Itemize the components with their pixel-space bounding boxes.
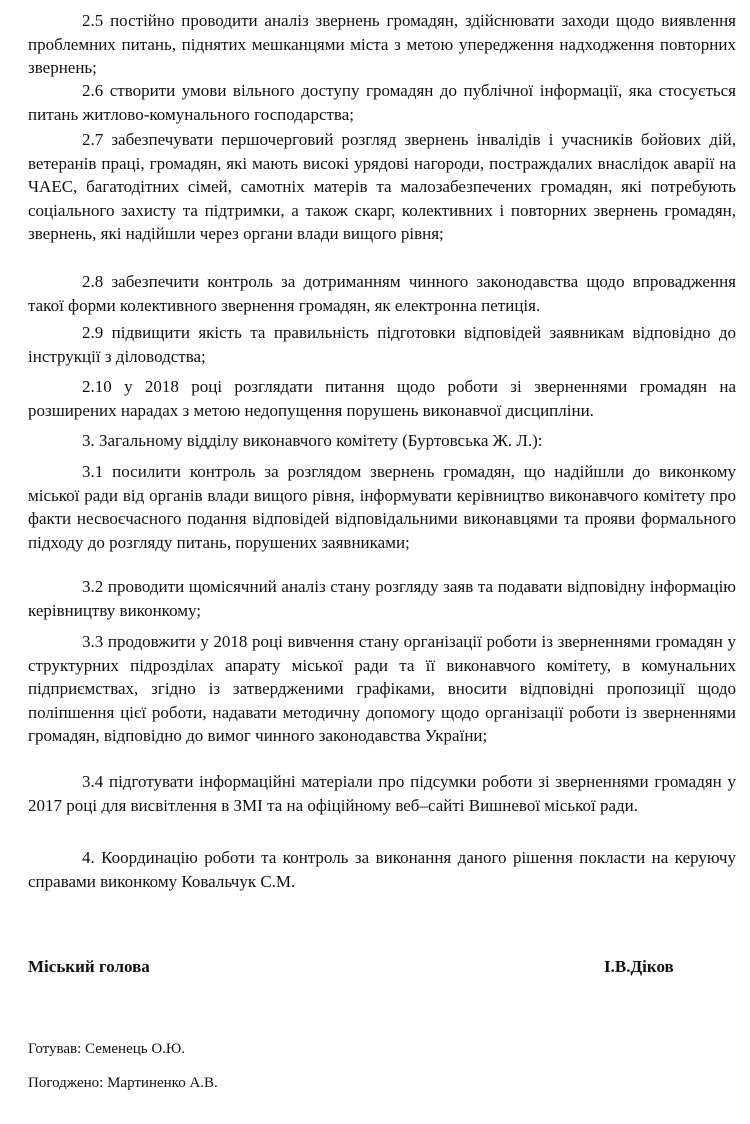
paragraph-3-4: 3.4 підготувати інформаційні матеріали про підсумки роботи зі зверненнями громадян у 2017 році для висвітлення в ЗМІ та на офіційному веб–сайті Вишневої міської ради. <box>28 772 736 815</box>
paragraph-2-7: 2.7 забезпечувати першочерговий розгляд звернень інвалідів і учасників бойових дій, ветеранів праці, громадян, які мають високі урядові нагороди, постраждалих внаслідок аварії на ЧАЕС, багатодітних сімей, самотніх матерів та малозабезпечених громадян, які потребують соціального захисту та підтримки, а також скарг, колективних і повторних звернень громадян, звернень, які надійшли через органи влади вищого рівня; <box>28 130 736 243</box>
paragraph-3-2: 3.2 проводити щомісячний аналіз стану розгляду заяв та подавати відповідну інформацію керівництву виконкому; <box>28 577 736 620</box>
signature-name: І.В.Діков <box>604 957 674 976</box>
paragraph-2-8: 2.8 забезпечити контроль за дотриманням чинного законодавства щодо впровадження такої форми колективного звернення громадян, як електронна петиція. <box>28 272 736 315</box>
paragraph-2-5: 2.5 постійно проводити аналіз звернень громадян, здійснювати заходи щодо виявлення проблемних питань, піднятих мешканцями міста з метою упередження надходження повторних звернень; <box>28 11 736 77</box>
paragraph-4: 4. Координацію роботи та контроль за виконання даного рішення покласти на керуючу справами виконкому Ковальчук С.М. <box>28 848 736 891</box>
signature-title: Міський голова <box>28 957 150 976</box>
paragraph-2-10: 2.10 у 2018 році розглядати питання щодо роботи зі зверненнями громадян на розширених нарадах з метою недопущення порушень виконавчої дисципліни. <box>28 377 736 420</box>
paragraph-2-6: 2.6 створити умови вільного доступу громадян до публічної інформації, яка стосується питань житлово-комунального господарства; <box>28 81 736 124</box>
paragraph-3-1: 3.1 посилити контроль за розглядом звернень громадян, що надійшли до виконкому міської ради від органів влади вищого рівня, інформувати керівництво виконавчого комітету про факти несвоєчасного подання відповідей відповідальними виконавцями та прояви формального підходу до розгляду питань, порушених заявниками; <box>28 462 736 552</box>
approved-by: Погоджено: Мартиненко А.В. <box>28 1075 218 1091</box>
paragraph-2-9: 2.9 підвищити якість та правильність підготовки відповідей заявникам відповідно до інструкції з діловодства; <box>28 323 736 366</box>
prepared-by: Готував: Семенець О.Ю. <box>28 1041 186 1057</box>
paragraph-3: 3. Загальному відділу виконавчого комітету (Буртовська Ж. Л.): <box>82 431 543 450</box>
paragraph-3-3: 3.3 продовжити у 2018 році вивчення стану організації роботи із зверненнями громадян у структурних підрозділах апарату міської ради та її виконавчого комітету, в комунальних підприємствах, згідно із затвердженими графіками, вносити відповідні пропозиції щодо поліпшення цієї роботи, надавати методичну допомогу щодо організації роботи із зверненнями громадян, відповідно до вимог чинного законодавства України; <box>28 632 736 745</box>
